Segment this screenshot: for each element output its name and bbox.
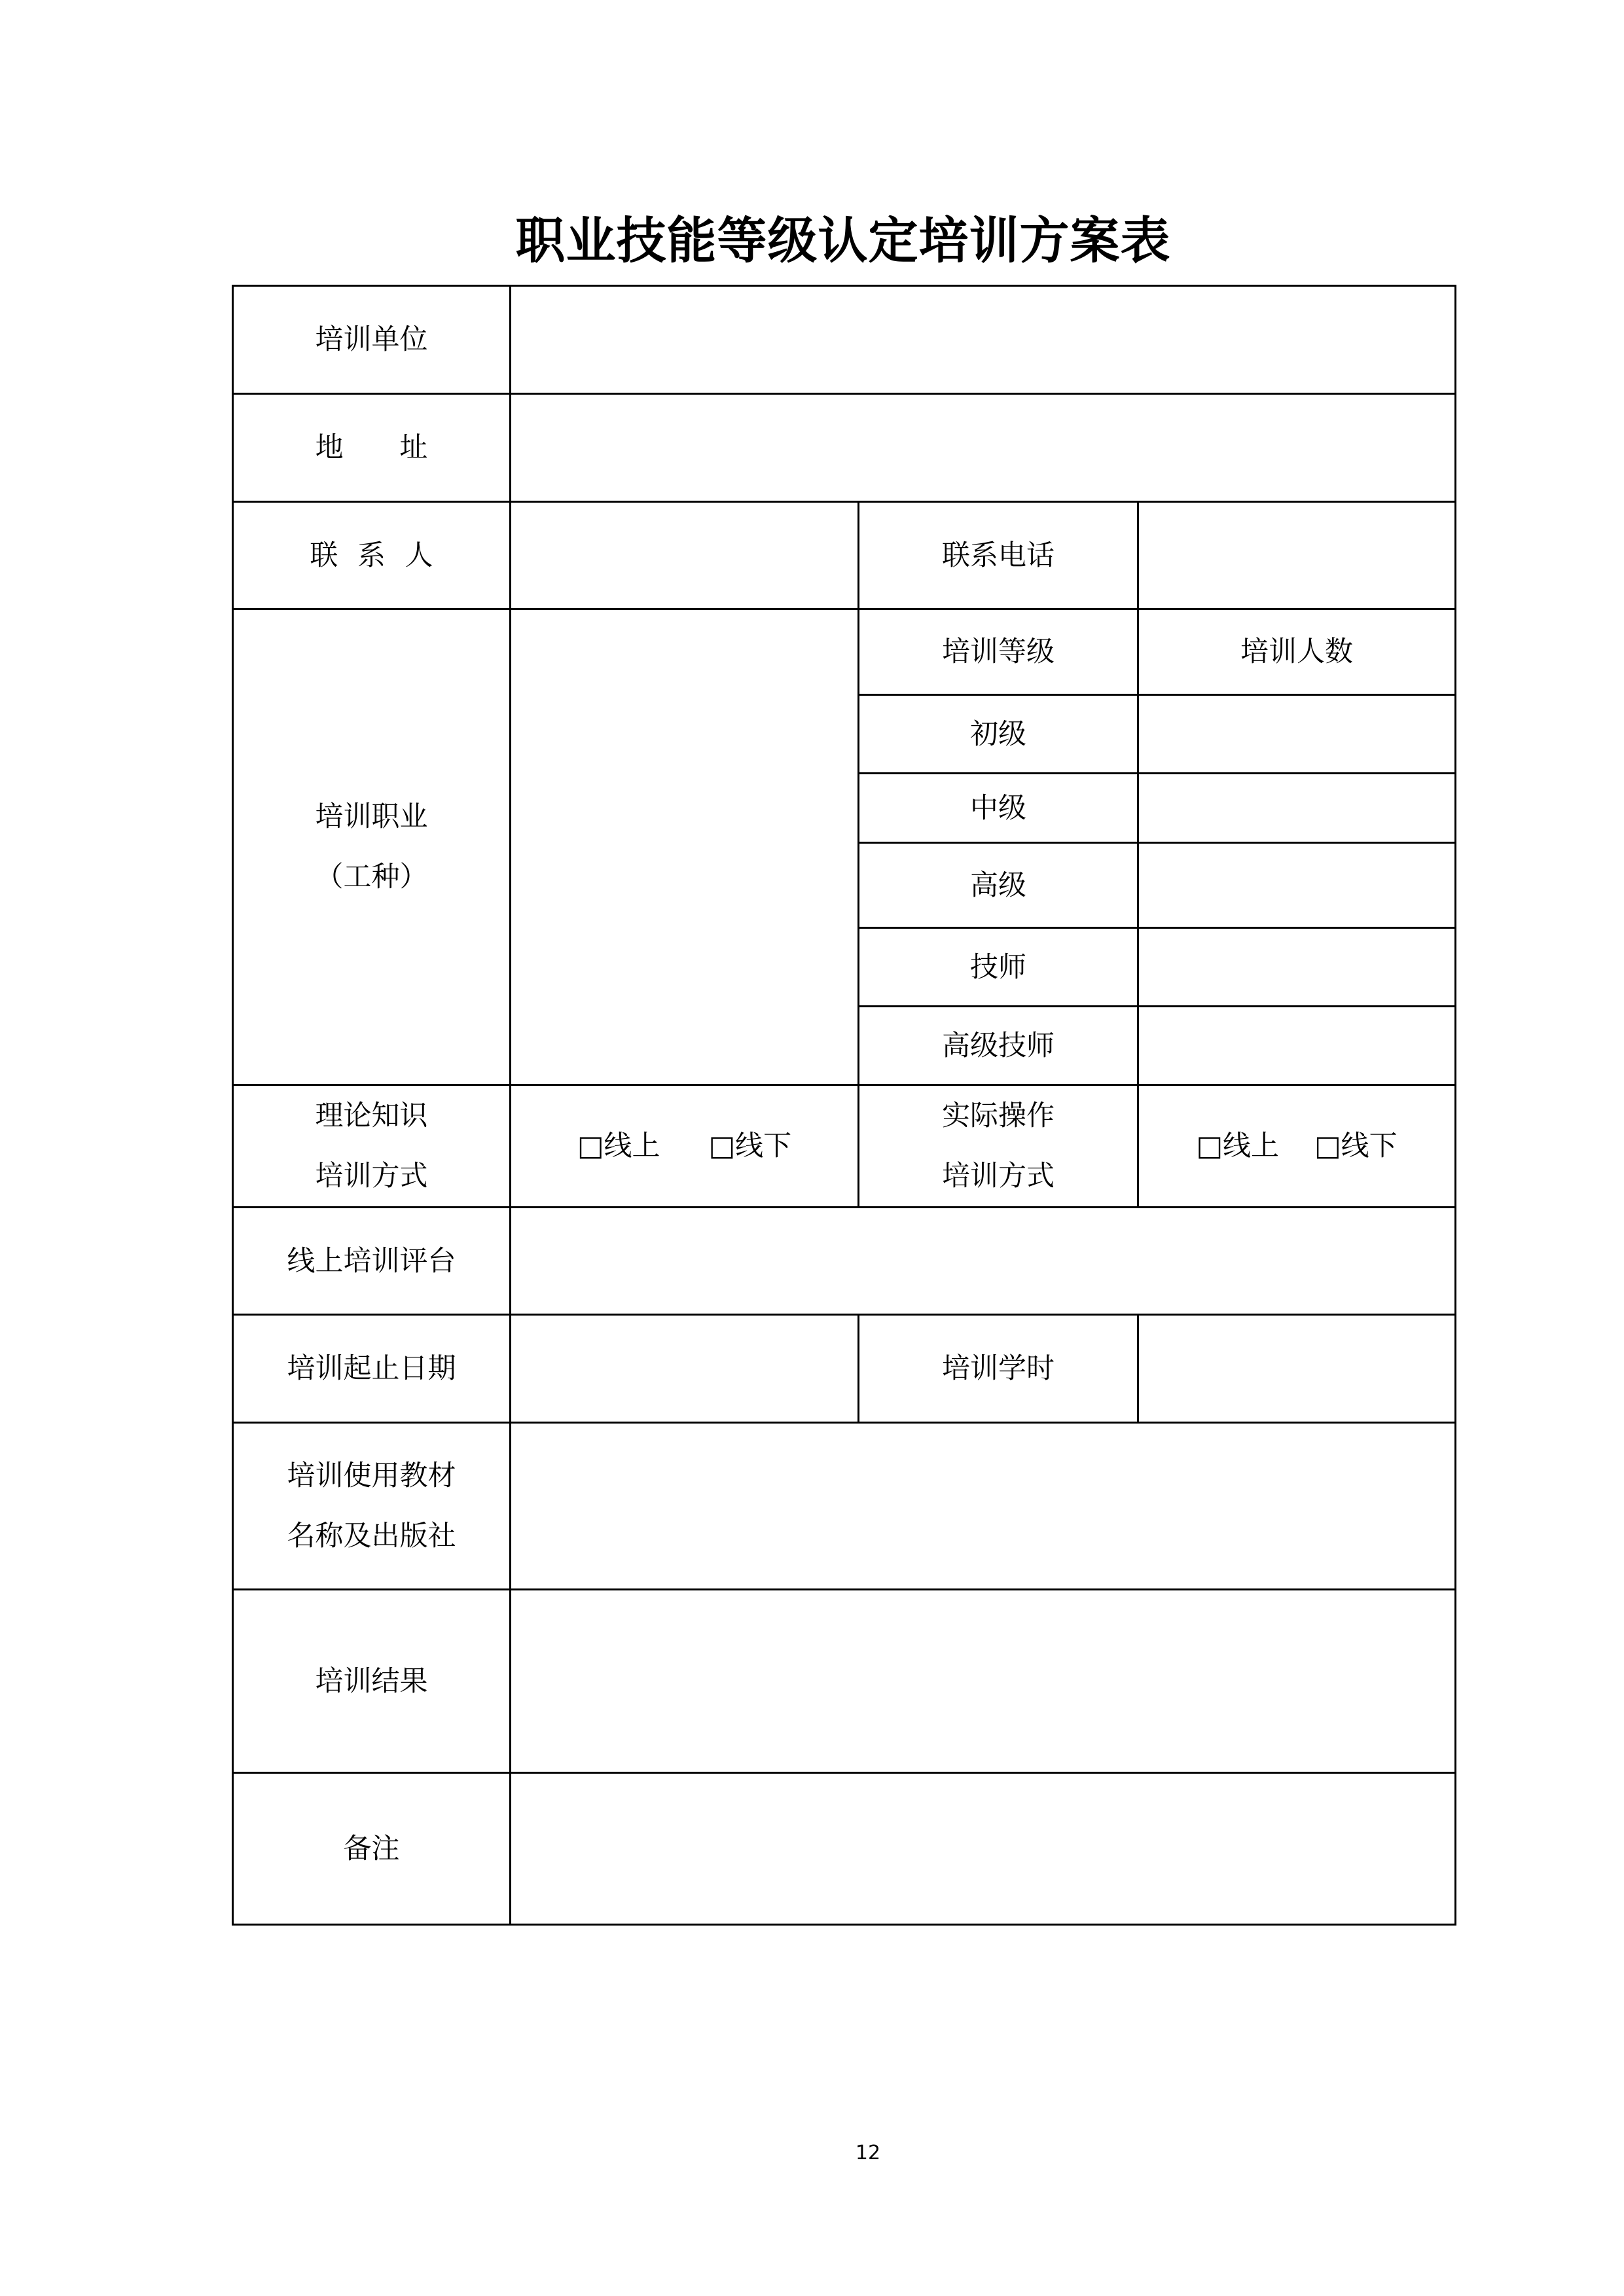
level-count-cell xyxy=(1138,928,1456,1007)
level-header-row xyxy=(233,609,1456,695)
theory-mode-label xyxy=(233,1085,511,1208)
level-count-cell xyxy=(1138,843,1456,928)
result-value-cell xyxy=(511,1590,1456,1773)
contact-phone-label: 联系电话 xyxy=(859,502,1138,609)
dates-label: 培训起止日期 xyxy=(233,1315,511,1423)
occupation-label-line1: 培训职业 xyxy=(315,800,428,833)
contact-row xyxy=(233,502,1456,609)
level-name: 高级技师 xyxy=(859,1007,1138,1085)
level-name: 中级 xyxy=(859,774,1138,843)
level-count-cell xyxy=(1138,774,1456,843)
online-platform-label: 线上培训评台 xyxy=(233,1208,511,1315)
count-header: 培训人数 xyxy=(1138,609,1456,695)
training-plan-table xyxy=(232,285,1456,1926)
dates-row xyxy=(233,1315,1456,1423)
result-row xyxy=(233,1590,1456,1773)
hours-value-cell xyxy=(1138,1315,1456,1423)
training-unit-value-cell xyxy=(511,286,1456,394)
training-unit-row xyxy=(233,286,1456,394)
occupation-value-cell xyxy=(511,609,859,1085)
hours-label: 培训学时 xyxy=(859,1315,1138,1423)
contact-phone-value-cell xyxy=(1138,502,1456,609)
contact-label: 联 系 人 xyxy=(233,502,511,609)
level-name: 技师 xyxy=(859,928,1138,1007)
contact-value-cell xyxy=(511,502,859,609)
occupation-label-line2: （工种） xyxy=(315,861,428,893)
theory-offline-checkbox: □线下 xyxy=(708,1130,792,1162)
theory-online-checkbox: □线上 xyxy=(577,1130,660,1162)
address-row xyxy=(233,394,1456,502)
dates-value-cell xyxy=(511,1315,859,1423)
level-count-cell xyxy=(1138,1007,1456,1085)
practice-mode-label xyxy=(859,1085,1138,1208)
result-label: 培训结果 xyxy=(233,1590,511,1773)
theory-mode-label-line1: 理论知识 xyxy=(315,1100,428,1132)
theory-mode-options xyxy=(511,1085,859,1208)
occupation-label xyxy=(233,609,511,1085)
page-number: 12 xyxy=(855,2142,881,2164)
materials-label xyxy=(233,1423,511,1590)
remarks-row xyxy=(233,1773,1456,1925)
materials-value-cell xyxy=(511,1423,1456,1590)
theory-mode-label-line2: 培训方式 xyxy=(315,1160,428,1193)
address-value-cell xyxy=(511,394,1456,502)
practice-online-checkbox: □线上 xyxy=(1196,1130,1280,1162)
practice-mode-options xyxy=(1138,1085,1456,1208)
materials-label-line2: 名称及出版社 xyxy=(287,1520,456,1552)
level-header: 培训等级 xyxy=(859,609,1138,695)
practice-mode-label-line1: 实际操作 xyxy=(942,1100,1055,1132)
materials-row xyxy=(233,1423,1456,1590)
practice-offline-checkbox: □线下 xyxy=(1314,1130,1398,1162)
online-platform-value-cell xyxy=(511,1208,1456,1315)
practice-mode-label-line2: 培训方式 xyxy=(942,1160,1055,1193)
level-name: 初级 xyxy=(859,695,1138,774)
online-platform-row xyxy=(233,1208,1456,1315)
address-label: 地 址 xyxy=(233,394,511,502)
level-name: 高级 xyxy=(859,843,1138,928)
materials-label-line1: 培训使用教材 xyxy=(287,1460,456,1492)
remarks-label: 备注 xyxy=(233,1773,511,1925)
page-title: 职业技能等级认定培训方案表 xyxy=(515,211,1171,270)
level-count-cell xyxy=(1138,695,1456,774)
training-unit-label: 培训单位 xyxy=(233,286,511,394)
remarks-value-cell xyxy=(511,1773,1456,1925)
training-mode-row xyxy=(233,1085,1456,1208)
